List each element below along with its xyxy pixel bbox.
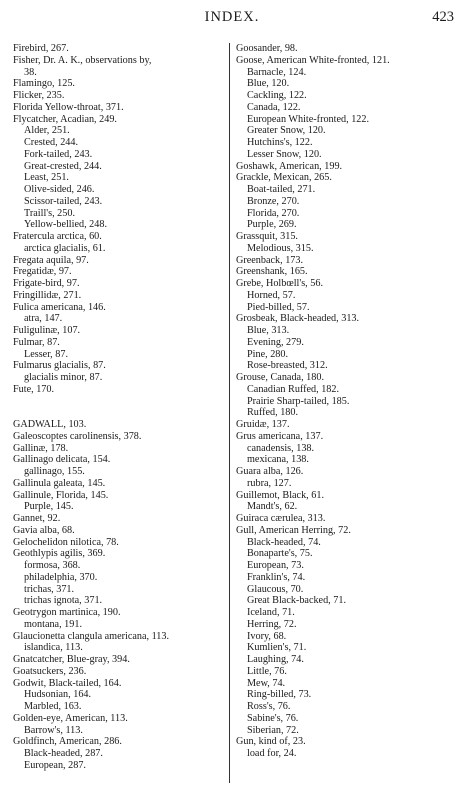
index-entry: Fregatidæ, 97.	[13, 266, 72, 278]
index-entry: canadensis, 138.	[247, 442, 315, 454]
section-gap	[13, 396, 223, 408]
index-entry: Crested, 244.	[24, 137, 79, 148]
index-entry: Fisher, Dr. A. K., observations by,	[13, 54, 152, 66]
index-entry: Golden-eye, American, 113.	[13, 712, 128, 724]
index-entry: Fork-tailed, 243.	[24, 148, 93, 160]
index-entry: 38.	[24, 66, 37, 78]
index-entry: rubra, 127.	[247, 477, 292, 489]
index-entry: Laughing, 74.	[247, 654, 304, 665]
index-entry: Gallinæ, 178.	[13, 442, 69, 454]
index-entry: Greenback, 173.	[236, 254, 304, 266]
index-entry: Rose-breasted, 312.	[247, 360, 328, 372]
index-entry: Gun, kind of, 23.	[236, 736, 306, 748]
index-entry: Frigate-bird, 97.	[13, 278, 80, 289]
index-entry: Grosbeak, Black-headed, 313.	[236, 313, 360, 325]
index-entry: Gnatcatcher, Blue-gray, 394.	[13, 654, 130, 665]
index-entry: Least, 251.	[24, 172, 69, 184]
index-entry: atra, 147.	[24, 313, 63, 325]
index-entry: Grackle, Mexican, 265.	[236, 172, 332, 184]
index-entry: Goatsuckers, 236.	[13, 665, 87, 677]
index-entry: Ruffed, 180.	[247, 407, 299, 419]
index-entry: Goose, American White-fronted, 121.	[236, 54, 390, 66]
index-entry: Florida, 270.	[247, 207, 300, 219]
index-entry: Bonaparte's, 75.	[247, 548, 313, 560]
index-entry: gallinago, 155.	[24, 466, 85, 477]
index-entry: Black-headed, 74.	[247, 536, 321, 548]
index-entry: trichas ignota, 371.	[24, 595, 103, 607]
index-entry: Guara alba, 126.	[236, 466, 304, 477]
index-entry: Firebird, 267.	[13, 43, 69, 54]
index-entry: Hutchins's, 122.	[247, 137, 313, 148]
index-entry: Fratercula arctica, 60.	[13, 231, 102, 242]
index-entry: Godwit, Black-tailed, 164.	[13, 677, 122, 689]
index-entry: Marbled, 163.	[24, 701, 82, 712]
index-entry: Traill's, 250.	[24, 207, 75, 219]
index-entry: Glaucous, 70.	[247, 583, 304, 595]
index-entry: Yellow-bellied, 248.	[24, 219, 108, 231]
index-entry: Glaucionetta clangula americana, 113.	[13, 630, 170, 642]
index-entry: Ivory, 68.	[247, 630, 287, 642]
index-entry: philadelphia, 370.	[24, 571, 98, 583]
index-entry: Ross's, 76.	[247, 701, 291, 712]
index-entry: Gallinago delicata, 154.	[13, 454, 111, 466]
index-entry: Grassquit, 315.	[236, 231, 298, 242]
index-entry: Flycatcher, Acadian, 249.	[13, 113, 117, 125]
index-entry: Flicker, 235.	[13, 90, 65, 101]
index-entry: Galeoscoptes carolinensis, 378.	[13, 430, 142, 442]
index-entry: Kumlien's, 71.	[247, 642, 307, 654]
index-entry: Black-headed, 287.	[24, 748, 103, 759]
index-entry: Bronze, 270.	[247, 195, 300, 207]
index-entry: Canada, 122.	[247, 101, 301, 113]
index-entry: Fuligulinæ, 107.	[13, 325, 81, 336]
index-entry: Pied-billed, 57.	[247, 301, 310, 313]
index-entry: Greenshank, 165.	[236, 266, 308, 278]
index-entry: Great Black-backed, 71.	[247, 595, 346, 607]
index-entry: European, 73.	[247, 560, 304, 571]
index-entry: Prairie Sharp-tailed, 185.	[247, 395, 350, 407]
index-entry: Hudsonian, 164.	[24, 689, 92, 701]
index-entry: Guiraca cærulea, 313.	[236, 513, 326, 524]
index-entry: Herring, 72.	[247, 618, 297, 630]
page-header	[0, 9, 464, 29]
index-entry: arctica glacialis, 61.	[24, 242, 106, 254]
index-column-right	[236, 43, 456, 760]
index-entry: Gruidæ, 137.	[236, 419, 290, 430]
index-entry: Grouse, Canada, 180.	[236, 372, 324, 383]
index-entry: Grebe, Holbœll's, 56.	[236, 278, 324, 289]
index-entry: glacialis minor, 87.	[24, 372, 103, 383]
index-entry: Mandt's, 62.	[247, 501, 298, 513]
index-entry: Gallinule, Florida, 145.	[13, 489, 109, 501]
index-entry: Greater Snow, 120.	[247, 125, 326, 137]
index-entry: trichas, 371.	[24, 583, 75, 595]
index-entry: Franklin's, 74.	[247, 571, 306, 583]
index-entry: Goldfinch, American, 286.	[13, 736, 122, 748]
index-entry: Little, 76.	[247, 665, 287, 677]
index-column-left	[13, 43, 223, 772]
index-entry: Guillemot, Black, 61.	[236, 489, 324, 501]
index-entry: Gavia alba, 68.	[13, 524, 75, 536]
page-title: INDEX.	[204, 9, 260, 25]
index-entry: Purple, 145.	[24, 501, 74, 513]
index-entry: formosa, 368.	[24, 560, 81, 571]
index-entry: Alder, 251.	[24, 125, 70, 137]
index-entry: Pine, 280.	[247, 348, 289, 360]
index-entry: Purple, 269.	[247, 219, 297, 231]
index-entry: Flamingo, 125.	[13, 78, 75, 90]
section-gap	[13, 407, 223, 419]
index-entry: Blue, 120.	[247, 78, 290, 90]
index-entry: montana, 191.	[24, 618, 83, 630]
index-entry: Blue, 313.	[247, 325, 290, 336]
index-entry: Gallinula galeata, 145.	[13, 477, 106, 489]
index-entry: Sabine's, 76.	[247, 712, 299, 724]
index-entry: Canadian Ruffed, 182.	[247, 383, 340, 395]
index-entry: Geotrygon martinica, 190.	[13, 607, 121, 618]
index-entry: Fringillidæ, 271.	[13, 289, 82, 301]
column-divider	[229, 43, 230, 783]
index-entry: Fulmar, 87.	[13, 336, 60, 348]
index-entry: Goosander, 98.	[236, 43, 298, 54]
index-entry: Iceland, 71.	[247, 607, 295, 618]
index-entry: Barnacle, 124.	[247, 66, 307, 78]
index-entry: European White-fronted, 122.	[247, 113, 370, 125]
index-entry: Boat-tailed, 271.	[247, 184, 316, 195]
index-entry: Gelochelidon nilotica, 78.	[13, 536, 119, 548]
index-entry: Fute, 170.	[13, 383, 55, 395]
index-entry: Great-crested, 244.	[24, 160, 102, 172]
index-entry: Florida Yellow-throat, 371.	[13, 101, 124, 113]
index-entry: Lesser, 87.	[24, 348, 69, 360]
index-entry: Melodious, 315.	[247, 242, 314, 254]
index-entry: Scissor-tailed, 243.	[24, 195, 103, 207]
index-entry: Evening, 279.	[247, 336, 304, 348]
index-entry: European, 287.	[24, 759, 86, 771]
index-entry: Cackling, 122.	[247, 90, 307, 101]
index-entry: Lesser Snow, 120.	[247, 148, 322, 160]
index-entry: Siberian, 72.	[247, 724, 299, 736]
index-entry: GADWALL, 103.	[13, 419, 87, 430]
index-entry: Barrow's, 113.	[24, 724, 83, 736]
index-entry: Fulmarus glacialis, 87.	[13, 360, 106, 372]
index-entry: Gannet, 92.	[13, 513, 61, 524]
index-entry: islandica, 113.	[24, 642, 83, 654]
index-entry: Horned, 57.	[247, 289, 296, 301]
index-entry: mexicana, 138.	[247, 454, 309, 466]
index-entry: Goshawk, American, 199.	[236, 160, 343, 172]
index-entry: Fulica americana, 146.	[13, 301, 106, 313]
index-entry: Olive-sided, 246.	[24, 184, 95, 195]
index-entry: load for, 24.	[247, 748, 297, 759]
index-entry: Mew, 74.	[247, 677, 286, 689]
page-number: 423	[432, 9, 454, 25]
index-entry: Gull, American Herring, 72.	[236, 524, 351, 536]
index-entry: Ring-billed, 73.	[247, 689, 312, 701]
index-entry: Geothlypis agilis, 369.	[13, 548, 106, 560]
index-entry: Grus americana, 137.	[236, 430, 324, 442]
index-entry: Fregata aquila, 97.	[13, 254, 89, 266]
